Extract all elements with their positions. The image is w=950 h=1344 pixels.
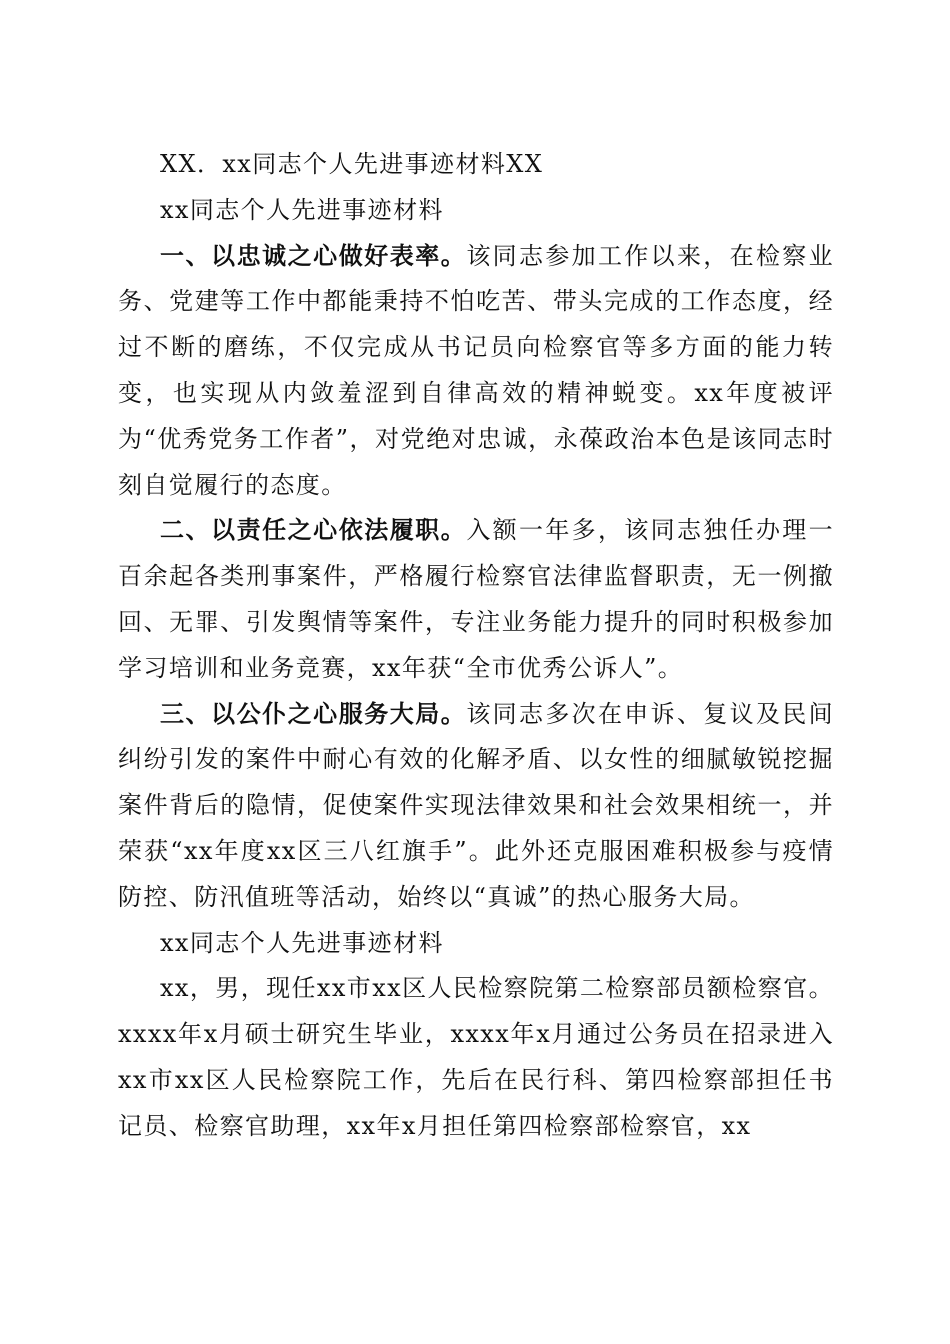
section-paragraph-1 (118, 234, 834, 509)
section-heading-2: 二、以责任之心依法履职。 (160, 516, 467, 545)
profile-paragraph: xx，男，现任xx市xx区人民检察院第二检察部员额检察官。xxxx年x月硕士研究生毕业，xxxx年x月通过公务员在招录进入xx市xx区人民检察院工作，先后在民行科、第四检察部担任书记员、检察官助理，xx年x月担任第四检察部检察官，xx (118, 974, 834, 1140)
document-subtitle-2: xx同志个人先进事迹材料 (160, 928, 444, 957)
document-title-line: XX．xx同志个人先进事迹材料XX (160, 150, 544, 178)
section-paragraph-2 (118, 508, 834, 691)
section-heading-1: 一、以忠诚之心做好表率。 (160, 241, 467, 270)
section-body-3: 该同志多次在申诉、复议及民间纠纷引发的案件中耐心有效的化解矛盾、以女性的细腻敏锐挖掘案件背后的隐情，促使案件实现法律效果和社会效果相统一，并荣获“xx年度xx区三八红旗手”。此外还克服困难积极参与疫情防控、防汛值班等活动，始终以“真诚”的热心服务大局。 (118, 699, 835, 911)
document-body (118, 142, 834, 1150)
section-body-2: 入额一年多，该同志独任办理一百余起各类刑事案件，严格履行检察官法律监督职责，无一例撤回、无罪、引发舆情等案件，专注业务能力提升的同时积极参加学习培训和业务竞赛，xx年获“全市优秀公诉人”。 (118, 516, 835, 682)
section-paragraph-3 (118, 692, 834, 921)
section-body-1: 该同志参加工作以来，在检察业务、党建等工作中都能秉持不怕吃苦、带头完成的工作态度，经过不断的磨练，不仅完成从书记员向检察官等多方面的能力转变，也实现从内敛羞涩到自律高效的精神蜕变。xx年度被评为“优秀党务工作者”，对党绝对忠诚，永葆政治本色是该同志时刻自觉履行的态度。 (118, 241, 835, 499)
document-subtitle: xx同志个人先进事迹材料 (160, 195, 444, 224)
section-heading-3: 三、以公仆之心服务大局。 (160, 699, 467, 728)
